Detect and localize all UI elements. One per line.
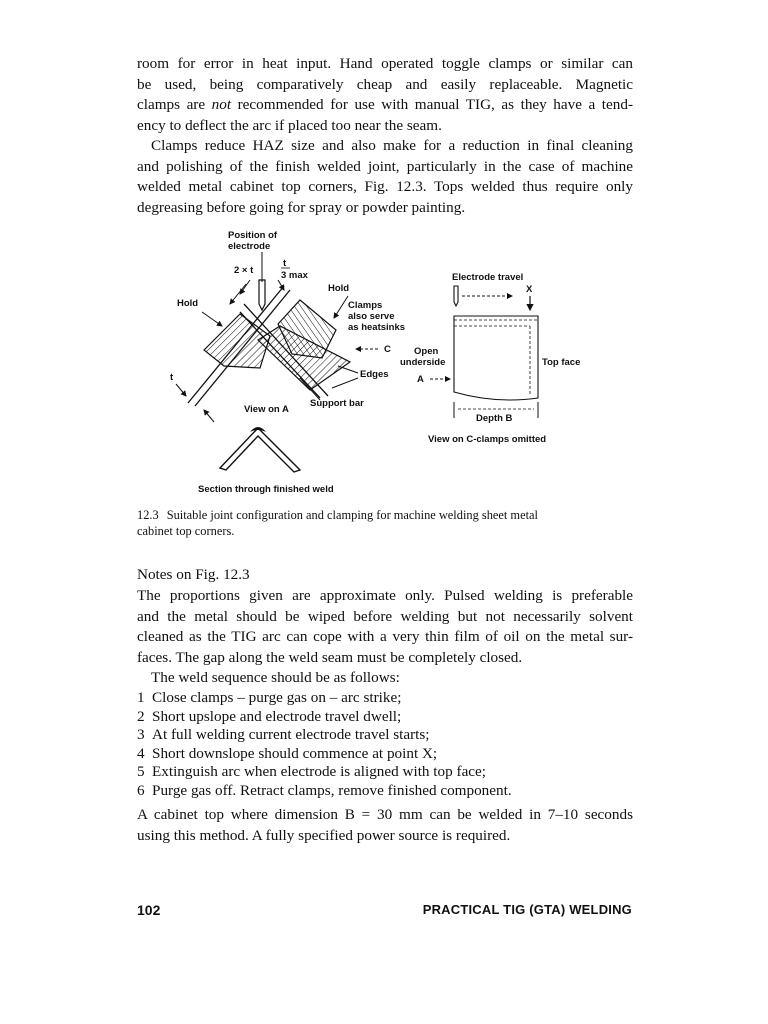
- text-line: room for error in heat input. Hand operated toggle clamps or similar can: [137, 55, 633, 72]
- step-number: 2: [137, 707, 145, 725]
- caption-line-1: Suitable joint configuration and clamping for machine welding sheet metal: [166, 508, 538, 522]
- list-item: [137, 745, 633, 764]
- label-x: X: [526, 284, 533, 295]
- body-paragraph-2: [137, 136, 633, 218]
- label-depth-b: Depth B: [476, 413, 513, 424]
- electrode-shape: [259, 280, 265, 310]
- t-arrow: [176, 384, 186, 396]
- notes-paragraph: [137, 586, 633, 689]
- step-text: At full welding current electrode travel starts;: [152, 726, 430, 744]
- label-hold-right: Hold: [328, 283, 350, 294]
- label-open: Open: [414, 346, 439, 357]
- view-arrow: [204, 410, 214, 422]
- label-three-max: 3 max: [281, 270, 308, 281]
- label-a: A: [417, 374, 424, 385]
- text-line: be used, being comparatively cheap and easily replaceable. Magnetic: [137, 75, 633, 93]
- notes-heading: Notes on Fig. 12.3: [137, 566, 250, 583]
- label-view-on-c: View on C-clamps omitted: [428, 434, 547, 445]
- text-line: cleaned as the TIG arc can cope with a very thin film of oil on the metal sur-: [137, 628, 633, 646]
- gap-arrow: [278, 280, 284, 290]
- weld-bead: [250, 427, 266, 432]
- label-underside: underside: [400, 357, 446, 368]
- gap-arrow: [240, 280, 250, 294]
- step-number: 5: [137, 763, 145, 781]
- label-electrode-travel: Electrode travel: [452, 272, 524, 283]
- list-item: [137, 689, 633, 708]
- closing-paragraph: [137, 805, 633, 846]
- text-line: ency to deflect the arc if placed too near the seam.: [137, 116, 442, 134]
- joint-clamp-view: [170, 230, 405, 422]
- label-heatsinks: as heatsinks: [348, 322, 406, 333]
- label-t-side: t: [170, 372, 174, 383]
- step-text: Close clamps – purge gas on – arc strike;: [152, 689, 402, 706]
- text-line: and polishing of the finish welded joint, particularly in the case of machine: [137, 157, 633, 175]
- running-title: PRACTICAL TIG (GTA) WELDING: [422, 902, 632, 917]
- text-line: [137, 95, 633, 116]
- step-number: 1: [137, 689, 145, 706]
- step-text: Extinguish arc when electrode is aligned with top face;: [152, 763, 487, 781]
- hold-arrow-left: [202, 312, 222, 326]
- hold-arrow-left-top: [230, 284, 246, 304]
- step-text: Purge gas off. Retract clamps, remove finished component.: [152, 781, 512, 799]
- text-line: and the metal should be wiped before welding but not necessarily solvent: [137, 607, 633, 625]
- edges-leader: [338, 366, 358, 373]
- label-support-bar: Support bar: [310, 398, 364, 409]
- weld-sequence-list: [137, 689, 633, 801]
- step-number: 6: [137, 781, 145, 799]
- label-edges: Edges: [360, 369, 389, 380]
- caption-line-2: cabinet top corners.: [137, 524, 235, 538]
- label-clamps: Clamps: [348, 300, 383, 311]
- label-view-on-a: View on A: [244, 404, 289, 415]
- step-text: Short upslope and electrode travel dwell;: [152, 707, 402, 725]
- edges-leader: [332, 378, 358, 388]
- label-t-fraction: t: [283, 258, 287, 269]
- emphasis-not: not: [211, 96, 232, 114]
- text-fragment: clamps are: [137, 96, 212, 114]
- label-two-t: 2 × t: [234, 265, 254, 276]
- page-number: 102: [137, 902, 161, 918]
- electrode-top-view: [454, 286, 458, 306]
- text-line: Clamps reduce HAZ size and also make for a reduction in final cleaning: [151, 137, 633, 154]
- label-top-face: Top face: [542, 357, 580, 368]
- top-view-diagram: [400, 272, 580, 445]
- text-line: welded metal cabinet top corners, Fig. 12.3. Tops welded thus require only: [137, 178, 633, 196]
- label-position-of: Position of: [228, 230, 278, 241]
- weld-section-outline: [220, 428, 300, 472]
- list-item: [137, 763, 633, 782]
- list-item: [137, 708, 633, 727]
- label-electrode: electrode: [228, 241, 271, 252]
- body-paragraph-1: [137, 54, 633, 136]
- text-fragment: recommended for use with manual TIG, as they have a tend-: [231, 96, 634, 114]
- text-line: A cabinet top where dimension B = 30 mm can be welded in 7–10 seconds: [137, 806, 633, 823]
- list-item: [137, 726, 633, 745]
- step-number: 4: [137, 744, 145, 762]
- text-line: faces. The gap along the weld seam must be completely closed.: [137, 648, 523, 666]
- text-line: using this method. A fully specified power source is required.: [137, 826, 511, 844]
- label-c: C: [384, 344, 391, 355]
- caption-number: 12.3: [137, 508, 159, 522]
- label-hold-left: Hold: [177, 298, 199, 309]
- figure-12-3-diagram: [160, 228, 580, 500]
- sequence-intro: The weld sequence should be as follows:: [151, 669, 400, 687]
- sheet-top-view: [454, 316, 538, 400]
- text-line: The proportions given are approximate only. Pulsed welding is preferable: [137, 587, 633, 604]
- list-item: [137, 782, 633, 801]
- text-line: degreasing before going for spray or powder painting.: [137, 198, 466, 216]
- step-number: 3: [137, 726, 145, 744]
- figure-caption: [137, 507, 633, 539]
- label-section: Section through finished weld: [198, 484, 334, 495]
- hold-arrow-right: [334, 296, 348, 318]
- weld-section: [198, 427, 334, 495]
- step-text: Short downslope should commence at point X;: [152, 744, 438, 762]
- label-also-serve: also serve: [348, 311, 395, 322]
